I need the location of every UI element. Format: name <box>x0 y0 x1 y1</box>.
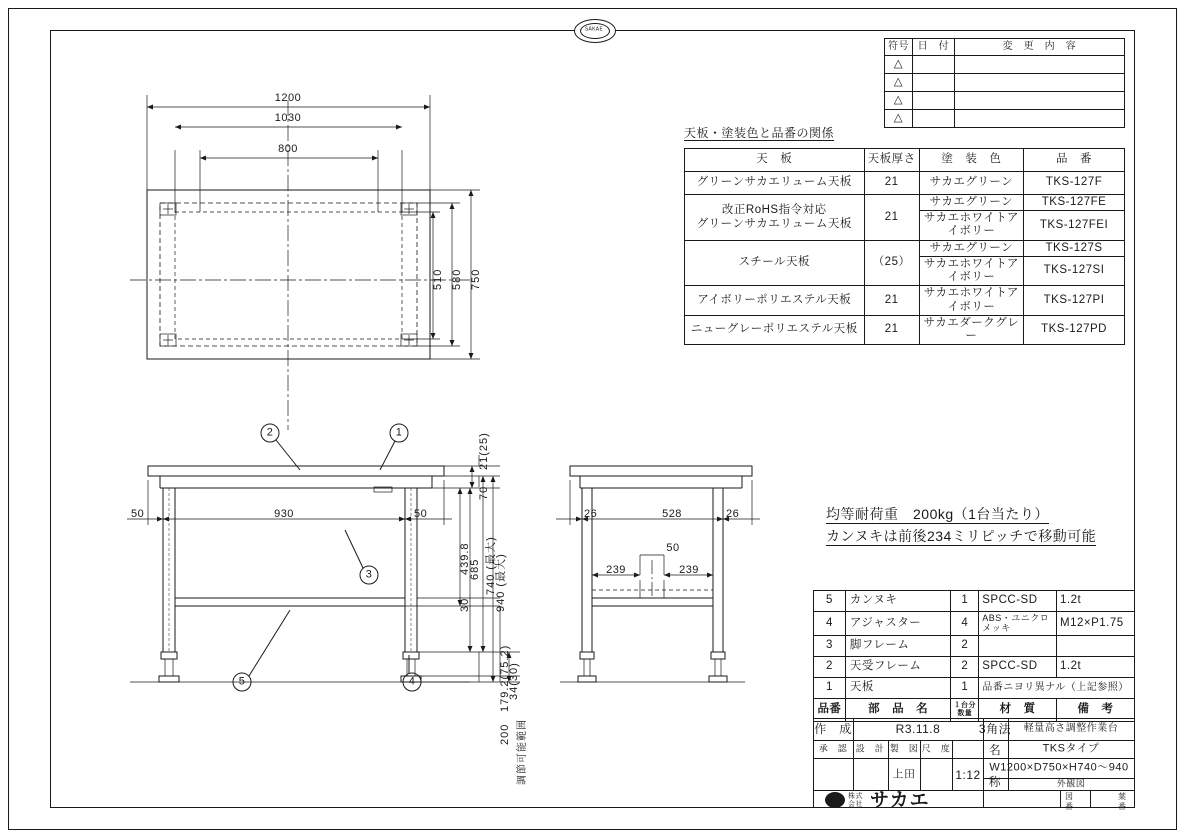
revision-cell-desc <box>954 110 1124 128</box>
revision-cell-desc <box>954 74 1124 92</box>
spec-table-header-row <box>685 149 1125 172</box>
spec-cell-thickness: 21 <box>864 195 919 241</box>
sideview-dim-26-left: 26 <box>584 508 598 520</box>
tb-sheetno-line1: 葉 <box>1118 792 1127 801</box>
revision-header-row <box>885 39 1125 56</box>
parts-cell-no: 3 <box>814 635 846 656</box>
parts-th-material: 材 質 <box>979 698 1057 721</box>
revision-cell-mark: △ <box>885 92 913 110</box>
spec-table-caption: 天板・塗装色と品番の関係 <box>684 126 835 140</box>
tb-created-label: 作 成 <box>814 722 852 736</box>
balloon-2-label: 2 <box>266 426 274 439</box>
spec-th-thickness: 天板厚さ <box>864 149 919 172</box>
spec-cell-thickness: 21 <box>864 286 919 315</box>
parts-cell-material <box>979 635 1057 656</box>
sideview-dim-239-right: 239 <box>679 564 699 576</box>
parts-list-table <box>813 590 1135 722</box>
tb-line-h3 <box>813 790 1135 791</box>
balloon-5-label: 5 <box>238 675 246 688</box>
tb-line-v7 <box>1090 790 1091 808</box>
spec-cell-code: TKS-127FE <box>1024 195 1125 211</box>
parts-cell-qty: 4 <box>951 612 979 636</box>
tb-company-name: サカエ <box>870 790 930 811</box>
revision-cell-mark: △ <box>885 110 913 128</box>
spec-cell-code: TKS-127F <box>1024 172 1125 195</box>
parts-th-qty-sub: １台分 <box>953 702 977 709</box>
parts-cell-remark <box>1057 635 1135 656</box>
parts-cell-no: 1 <box>814 677 846 698</box>
frontview-adjust-range-note: 調節可能範囲 <box>517 719 528 785</box>
tb-design-label: 設 計 <box>855 743 885 754</box>
tb-sheetno-line2: 番 <box>1118 801 1127 811</box>
spec-cell-top <box>685 195 865 241</box>
spec-th-code: 品 番 <box>1024 149 1125 172</box>
frontview-dim-50-left: 50 <box>131 508 145 520</box>
tb-scale-label: 尺 度 <box>921 743 951 754</box>
tb-approve-label: 承 認 <box>818 743 848 754</box>
tb-company-prefix <box>848 793 863 810</box>
revision-cell-desc <box>954 56 1124 74</box>
parts-th-name: 部 品 名 <box>845 698 950 721</box>
tb-figno-line2: 番 <box>1065 801 1074 811</box>
tb-drawer: 上田 <box>892 768 916 781</box>
tb-projection: 3角法 <box>978 722 1012 736</box>
balloon-4-label: 4 <box>408 675 416 688</box>
spec-cell-code: TKS-127PI <box>1024 286 1125 315</box>
spec-cell-color: サカエグリーン <box>919 240 1023 256</box>
revision-cell-date <box>912 56 954 74</box>
parts-cell-material: SPCC-SD <box>979 656 1057 677</box>
revision-cell-date <box>912 110 954 128</box>
frontview-dim-685: 685 <box>469 558 481 580</box>
spec-cell-color: サカエグリーン <box>919 172 1023 195</box>
sakae-stamp-label: SAKAE <box>584 26 604 33</box>
spec-cell-top: スチール天板 <box>685 240 865 286</box>
tb-draw-label: 製 図 <box>889 743 919 754</box>
tb-scale-value: 1:12 <box>955 768 981 782</box>
spec-cell-code: TKS-127FEI <box>1024 211 1125 240</box>
tb-line-v4 <box>952 740 953 790</box>
frontview-dim-200: 200 <box>499 723 511 745</box>
table-row <box>685 240 1125 256</box>
frontview-dim-930: 930 <box>274 508 294 520</box>
table-row <box>814 677 1135 698</box>
spec-cell-code: TKS-127PD <box>1024 315 1125 344</box>
spec-cell-color: サカエホワイトアイボリー <box>919 256 1023 285</box>
parts-cell-qty: 1 <box>951 591 979 612</box>
table-row <box>885 74 1125 92</box>
table-row <box>685 315 1125 344</box>
spec-cell-top-line2: グリーンサカエリューム天板 <box>696 218 852 231</box>
tb-line-h2 <box>813 758 983 759</box>
parts-cell-no: 4 <box>814 612 846 636</box>
parts-cell-material: 品番ニヨリ異ナル（上記参照） <box>979 677 1135 698</box>
sideview-dim-50: 50 <box>666 542 680 554</box>
tb-line-h1 <box>813 740 983 741</box>
parts-cell-name: 天受フレーム <box>845 656 950 677</box>
tb-sheetno-label <box>1118 792 1127 811</box>
sideview-dim-26-right: 26 <box>726 508 740 520</box>
company-logo-icon <box>825 792 845 808</box>
tb-company-prefix-line1: 株式 <box>848 793 863 800</box>
revision-table <box>884 38 1125 128</box>
table-row <box>885 110 1125 128</box>
tb-name-label2: 称 <box>988 775 1002 789</box>
frontview-dim-740: 740 (最大) <box>485 536 497 595</box>
tb-line-h4 <box>983 740 1135 741</box>
load-note-line2: カンヌキは前後234ミリピッチで移動可能 <box>826 528 1097 544</box>
frontview-dim-179-2: 179.2(75.2) <box>499 644 511 712</box>
parts-cell-no: 2 <box>814 656 846 677</box>
tb-company-prefix-line2: 会社 <box>848 801 863 809</box>
parts-th-no: 品番 <box>814 698 846 721</box>
frontview-dim-50-right: 50 <box>414 508 428 520</box>
parts-cell-name: カンヌキ <box>845 591 950 612</box>
topview-dim-580: 580 <box>451 268 463 290</box>
topview-dim-510: 510 <box>432 268 444 290</box>
revision-cell-date <box>912 92 954 110</box>
table-row <box>814 591 1135 612</box>
spec-cell-color: サカエダークグレー <box>919 315 1023 344</box>
table-row <box>685 195 1125 211</box>
table-row <box>685 172 1125 195</box>
tb-product-size: W1200×D750×H740～940 <box>989 761 1129 774</box>
parts-cell-material: ABS・ユニクロメッキ <box>979 612 1057 636</box>
frontview-dim-34-30: 34(30) <box>508 662 520 700</box>
parts-th-remark: 備 考 <box>1057 698 1135 721</box>
table-row <box>885 56 1125 74</box>
parts-cell-qty: 1 <box>951 677 979 698</box>
tb-line-v8 <box>1060 790 1061 808</box>
spec-cell-thickness: 21 <box>864 172 919 195</box>
parts-th-qty-main: 数量 <box>957 709 973 717</box>
spec-cell-thickness: 21 <box>864 315 919 344</box>
parts-cell-remark: 1.2t <box>1057 656 1135 677</box>
spec-cell-top: アイボリーポリエステル天板 <box>685 286 865 315</box>
spec-cell-code: TKS-127S <box>1024 240 1125 256</box>
table-row <box>814 612 1135 636</box>
spec-cell-color: サカエホワイトアイボリー <box>919 286 1023 315</box>
tb-line-h5 <box>983 758 1135 759</box>
parts-cell-name: 脚フレーム <box>845 635 950 656</box>
parts-cell-material: SPCC-SD <box>979 591 1057 612</box>
revision-cell-desc <box>954 92 1124 110</box>
table-row <box>814 656 1135 677</box>
revision-cell-mark: △ <box>885 56 913 74</box>
frontview-dim-21-25: 21(25) <box>478 432 490 470</box>
revision-cell-date <box>912 74 954 92</box>
revision-th-mark: 符号 <box>885 39 913 56</box>
topview-dim-800: 800 <box>278 143 298 155</box>
parts-cell-name: 天板 <box>845 677 950 698</box>
table-row <box>814 635 1135 656</box>
tb-line-v1 <box>853 718 854 790</box>
spec-th-top: 天 板 <box>685 149 865 172</box>
frontview-dim-439-8: 439.8 <box>459 542 471 575</box>
table-row <box>885 92 1125 110</box>
revision-cell-mark: △ <box>885 74 913 92</box>
parts-cell-name: アジャスター <box>845 612 950 636</box>
revision-th-date: 日 付 <box>912 39 954 56</box>
tb-product-type: TKSタイプ <box>1042 742 1100 755</box>
topview-dim-1200: 1200 <box>274 92 302 104</box>
parts-cell-no: 5 <box>814 591 846 612</box>
sideview-dim-239-left: 239 <box>606 564 626 576</box>
spec-cell-code: TKS-127SI <box>1024 256 1125 285</box>
balloon-3-label: 3 <box>365 568 373 581</box>
parts-cell-remark: M12×P1.75 <box>1057 612 1135 636</box>
tb-product-name: 軽量高さ調整作業台 <box>1023 723 1119 734</box>
spec-cell-color: サカエホワイトアイボリー <box>919 211 1023 240</box>
revision-th-desc: 変 更 内 容 <box>954 39 1124 56</box>
tb-name-label: 名 <box>988 743 1002 757</box>
tb-figno-line1: 図 <box>1065 792 1074 801</box>
frontview-dim-940: 940 (最大) <box>495 553 507 612</box>
spec-cell-top: グリーンサカエリューム天板 <box>685 172 865 195</box>
tb-created-value: R3.11.8 <box>895 722 941 736</box>
sideview-dim-528: 528 <box>662 508 682 520</box>
spec-cell-color: サカエグリーン <box>919 195 1023 211</box>
parts-cell-qty: 2 <box>951 635 979 656</box>
spec-cell-top-line1: 改正RoHS指令対応 <box>721 203 827 216</box>
parts-cell-qty: 2 <box>951 656 979 677</box>
balloon-1-label: 1 <box>395 426 403 439</box>
spec-cell-top: ニューグレーポリエステル天板 <box>685 315 865 344</box>
table-row <box>685 286 1125 315</box>
spec-th-color: 塗 装 色 <box>919 149 1023 172</box>
topview-dim-1030: 1030 <box>274 112 302 124</box>
spec-table <box>684 148 1125 345</box>
parts-cell-remark: 1.2t <box>1057 591 1135 612</box>
tb-figno-label <box>1065 792 1074 811</box>
topview-dim-750: 750 <box>470 268 482 290</box>
spec-cell-thickness: （25） <box>864 240 919 286</box>
tb-view-type: 外観図 <box>1056 778 1086 789</box>
frontview-dim-70: 70 <box>478 485 490 500</box>
frontview-dim-30: 30 <box>459 597 471 612</box>
load-note-line1: 均等耐荷重 200kg（1台当たり） <box>826 506 1049 522</box>
